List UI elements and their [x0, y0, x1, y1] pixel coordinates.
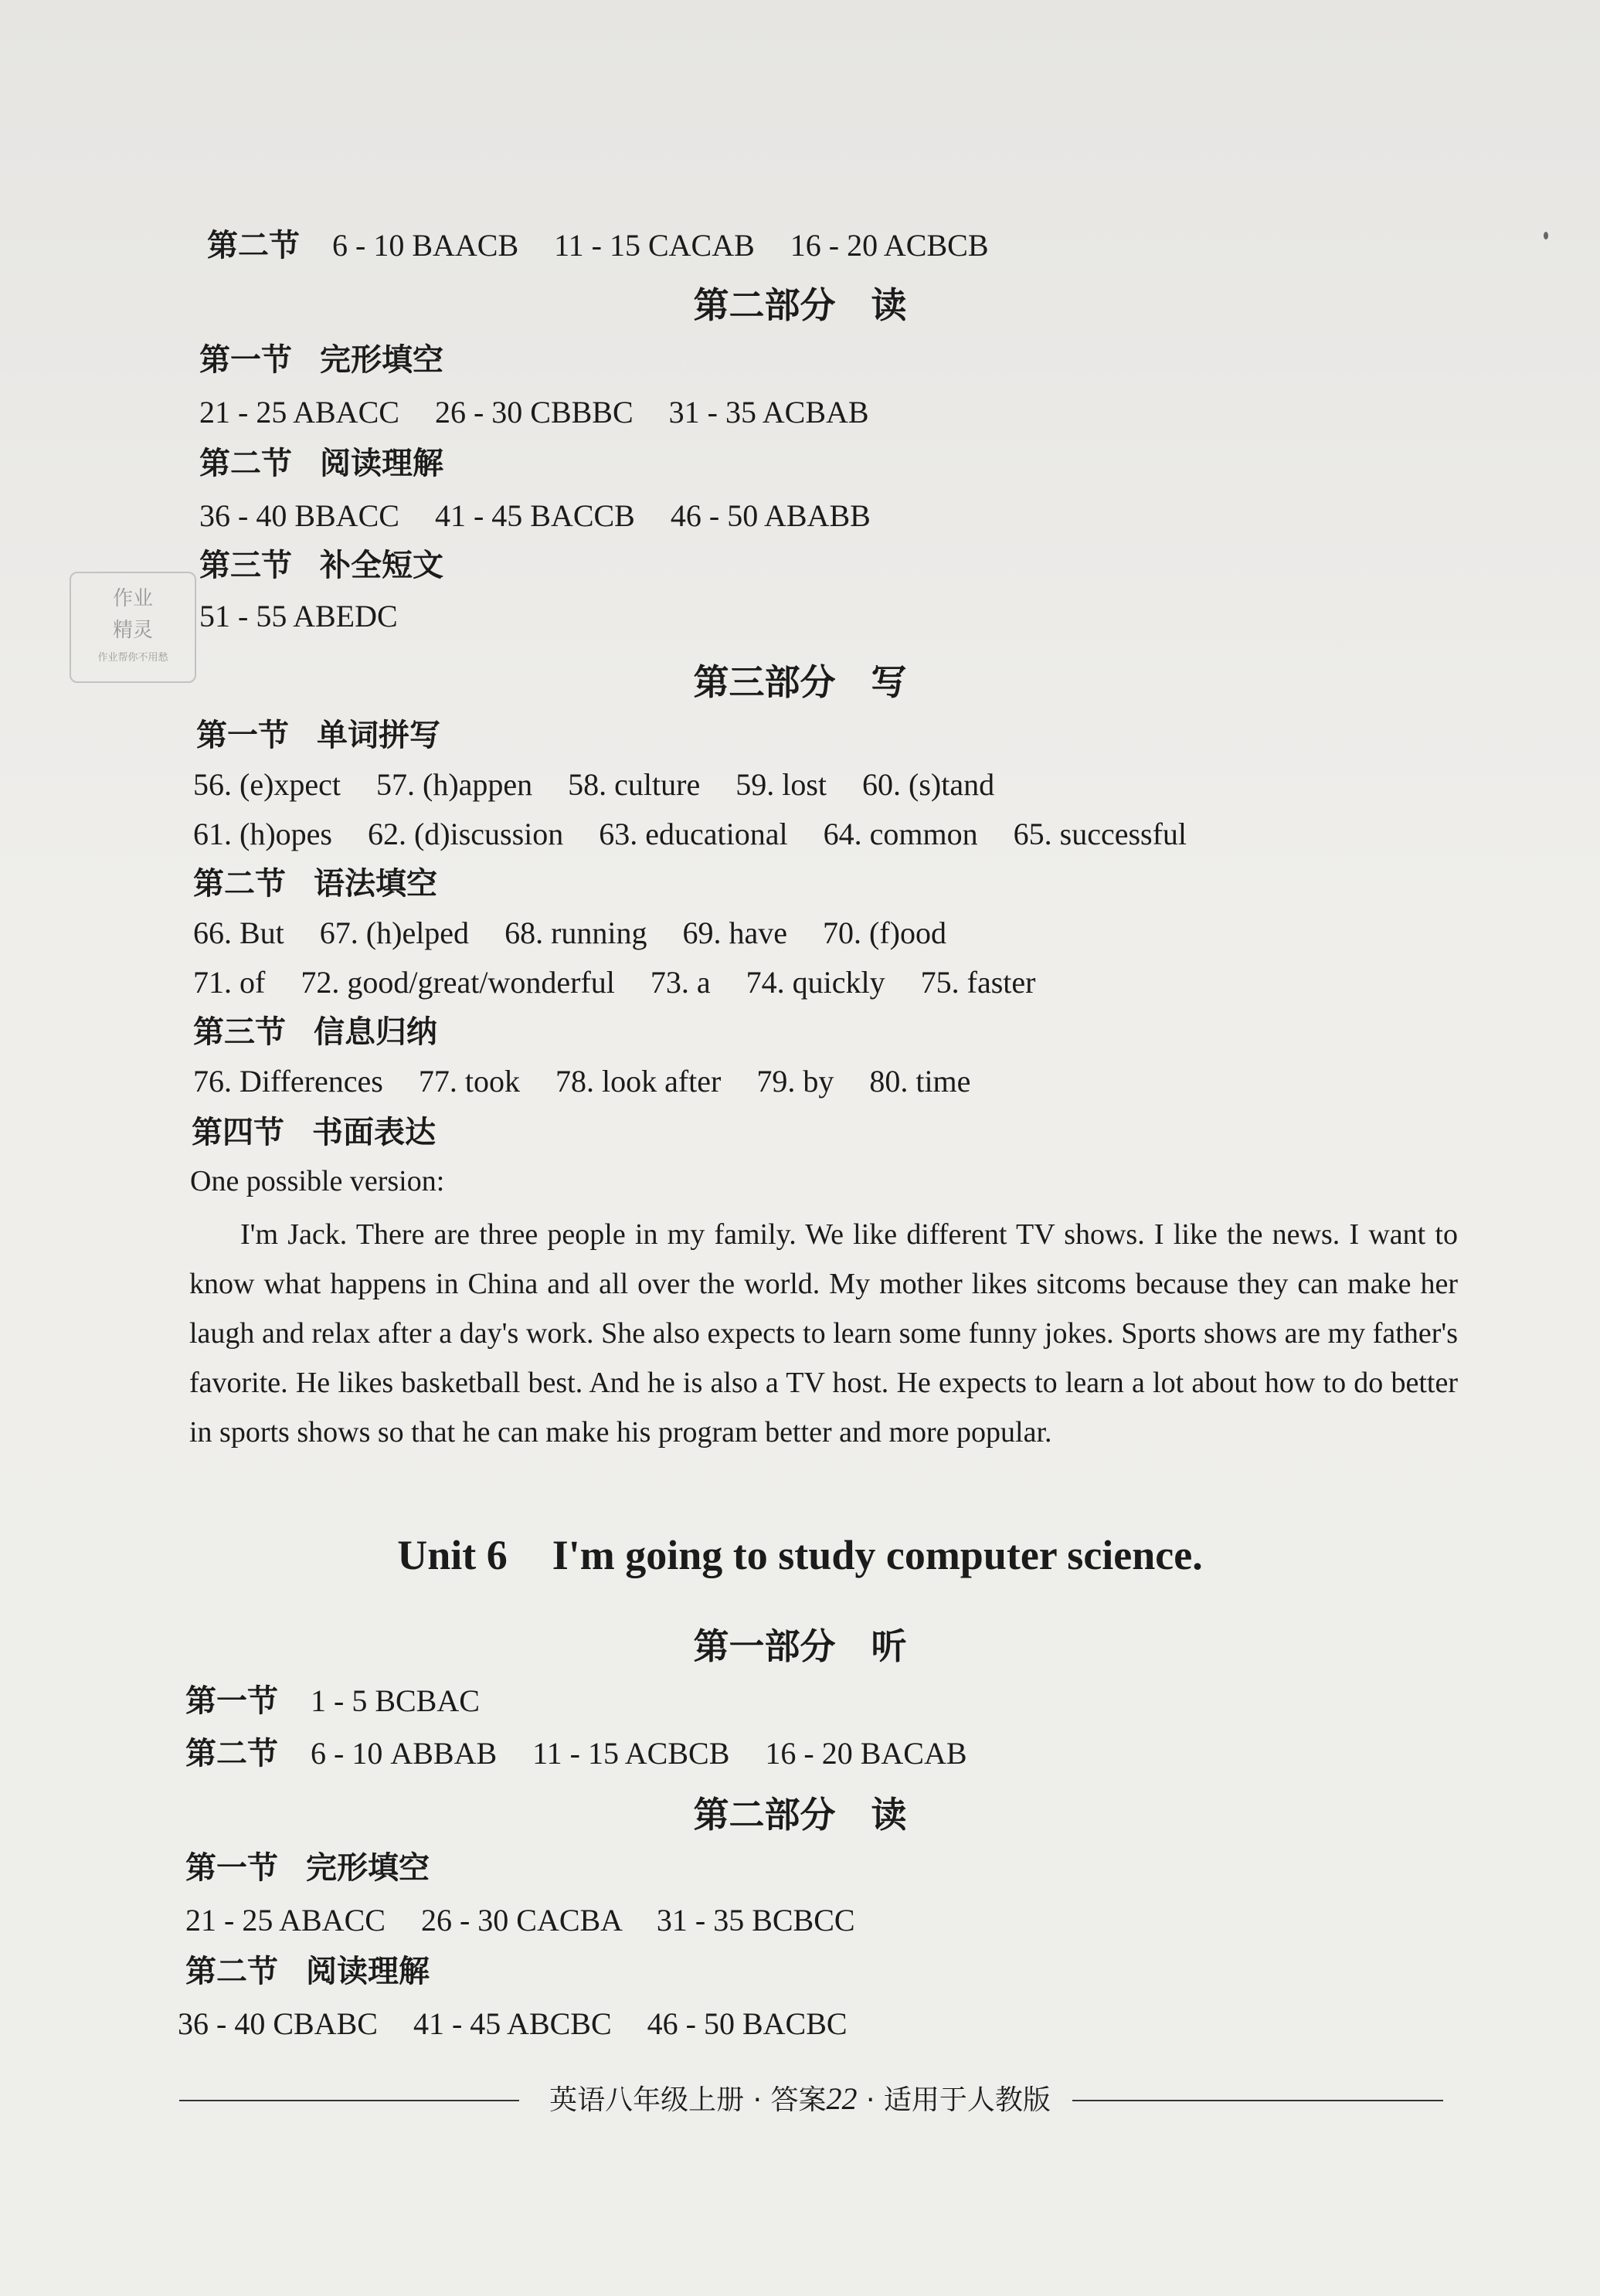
part3-sec3-heading	[193, 1014, 437, 1050]
answer-group: 36 - 40 CBABC	[178, 2006, 378, 2041]
answer-group: 31 - 35 ACBAB	[668, 395, 869, 430]
answer-group: 46 - 50 BACBC	[647, 2006, 848, 2041]
part3-title: 第三部分 写	[693, 661, 907, 703]
answer-group: 26 - 30 CBBBC	[434, 395, 634, 430]
unit6-p2-sec1-answers	[185, 1905, 855, 1936]
unit-heading	[0, 1534, 1600, 1576]
section-label: 第二节	[185, 1736, 278, 1771]
answer-group: 16 - 20 BACAB	[765, 1736, 967, 1771]
section-label: 第二节	[193, 866, 286, 902]
part2-sec3-answers	[199, 601, 398, 632]
part2-sec1-heading	[199, 342, 443, 378]
answer-item: 69. have	[682, 915, 788, 950]
part3-sec1-heading	[196, 720, 440, 751]
section-label: 第二节	[185, 1954, 278, 1989]
unit6-p2-sec2-answers	[178, 2006, 848, 2041]
answer-item: 78. look after	[555, 1064, 722, 1099]
section-label: 第一节	[196, 718, 289, 753]
scan-speck	[1544, 232, 1548, 239]
section-name: 阅读理解	[320, 446, 443, 481]
part2-sec3-heading	[199, 550, 443, 581]
answer-item: 56. (e)xpect	[193, 767, 341, 802]
stamp-line: 精灵	[112, 619, 153, 642]
unit6-p2-sec1-heading	[185, 1850, 430, 1886]
stamp-line: 作业帮你不用愁	[97, 652, 168, 664]
unit-title: I'm going to study computer science.	[552, 1532, 1203, 1578]
unit6-part2-title: 第二部分 读	[693, 1794, 907, 1836]
answer-item: 67. (h)elped	[319, 915, 470, 950]
answer-item: 58. culture	[568, 767, 701, 802]
answer-group: 41 - 45 BACCB	[434, 498, 635, 533]
answer-group: 6 - 10 ABBAB	[311, 1736, 498, 1771]
answer-item: 59. lost	[735, 767, 827, 802]
section-label: 第一节	[199, 342, 292, 378]
part3-sec2-heading	[193, 866, 437, 902]
answer-group: 21 - 25 ABACC	[185, 1903, 386, 1938]
unit6-p2-sec2-heading	[185, 1956, 430, 1987]
part3-sec2-row1	[193, 915, 946, 950]
answer-item: 74. quickly	[746, 965, 885, 1000]
footer-right: · 适用于人教版	[857, 2084, 1051, 2116]
unit-label: Unit 6	[397, 1532, 508, 1578]
section-label: 第一节	[185, 1683, 278, 1719]
section-label: 第一节	[185, 1850, 278, 1886]
answer-item: 77. took	[418, 1064, 520, 1099]
answer-group: 51 - 55 ABEDC	[199, 599, 398, 633]
answer-item: 70. (f)ood	[823, 915, 946, 950]
answer-group: 1 - 5 BCBAC	[311, 1683, 480, 1718]
answer-item: 71. of	[193, 965, 266, 1000]
answer-group: 6 - 10 BAACB	[332, 228, 519, 263]
section-name: 补全短文	[320, 548, 443, 583]
essay-paragraph: I'm Jack. There are three people in my family. We like different TV shows. I like the news. I want to know what happens in China and all over the world. My mother likes sitcoms because they can make her laugh and relax after a day's work. She also expects to learn some funny jokes. Sports shows are my father's favorite. He likes basketball best. And he is also a TV host. He expects to learn a lot about how to do better in sports shows so that he can make his program better and more popular.	[189, 1218, 1458, 1449]
answer-item: 75. faster	[920, 965, 1036, 1000]
answer-item: 62. (d)iscussion	[367, 817, 564, 851]
section-name: 完形填空	[306, 1850, 430, 1886]
answer-group: 26 - 30 CACBA	[420, 1903, 621, 1938]
answer-item: 76. Differences	[193, 1064, 383, 1099]
stamp-line: 作业	[112, 587, 153, 610]
version-label: One possible version:	[190, 1165, 445, 1197]
answer-group: 11 - 15 CACAB	[554, 228, 755, 263]
section-label: 第四节	[192, 1115, 284, 1150]
part3-sec1-row1	[193, 769, 994, 800]
section-label: 第三节	[199, 548, 292, 583]
section-name: 完形填空	[320, 342, 443, 378]
section-name: 语法填空	[314, 866, 437, 902]
part3-sec4-heading	[192, 1117, 436, 1148]
part3-sec2-row2	[193, 967, 1035, 998]
footer-left: 英语八年级上册 · 答案	[549, 2084, 827, 2116]
answer-item: 73. a	[650, 965, 711, 1000]
answer-group: 16 - 20 ACBCB	[790, 228, 989, 263]
listen-sec2-row	[207, 230, 989, 261]
page-number: 22	[826, 2081, 858, 2116]
section-label: 第三节	[193, 1014, 286, 1050]
section-name: 阅读理解	[306, 1954, 430, 1989]
unit6-part1-title: 第一部分 听	[693, 1625, 907, 1667]
part2-sec1-answers	[199, 397, 869, 428]
answer-group: 46 - 50 ABABB	[670, 498, 871, 533]
page-footer	[0, 2081, 1600, 2116]
answer-group: 41 - 45 ABCBC	[413, 2006, 612, 2041]
answer-group: 11 - 15 ACBCB	[532, 1736, 730, 1771]
answer-item: 66. But	[193, 915, 284, 950]
unit6-p1-sec2-row	[185, 1738, 967, 1769]
unit6-p1-sec1-row	[185, 1683, 480, 1719]
section-name: 单词拼写	[317, 718, 440, 753]
section-label: 第二节	[199, 446, 292, 481]
section-name: 书面表达	[312, 1115, 436, 1150]
answer-item: 57. (h)appen	[376, 767, 533, 802]
part2-sec2-heading	[199, 448, 443, 479]
section-name: 信息归纳	[314, 1014, 437, 1050]
answer-item: 65. successful	[1013, 817, 1187, 851]
answer-item: 61. (h)opes	[193, 817, 332, 851]
answer-item: 79. by	[756, 1064, 834, 1099]
answer-group: 36 - 40 BBACC	[199, 498, 399, 533]
answer-item: 63. educational	[599, 817, 788, 851]
answer-item: 64. common	[823, 817, 978, 851]
answer-item: 68. running	[504, 915, 647, 950]
answer-group: 21 - 25 ABACC	[199, 395, 399, 430]
part2-sec2-answers	[199, 498, 871, 533]
part2-title: 第二部分 读	[693, 284, 907, 326]
part3-sec1-row2	[193, 819, 1187, 850]
answer-item: 80. time	[869, 1064, 971, 1099]
answer-group: 31 - 35 BCBCC	[656, 1903, 855, 1938]
section-label: 第二节	[207, 228, 300, 263]
answer-item: 72. good/great/wonderful	[301, 965, 615, 1000]
answer-item: 60. (s)tand	[862, 767, 995, 802]
part3-sec3-row1	[193, 1066, 970, 1097]
